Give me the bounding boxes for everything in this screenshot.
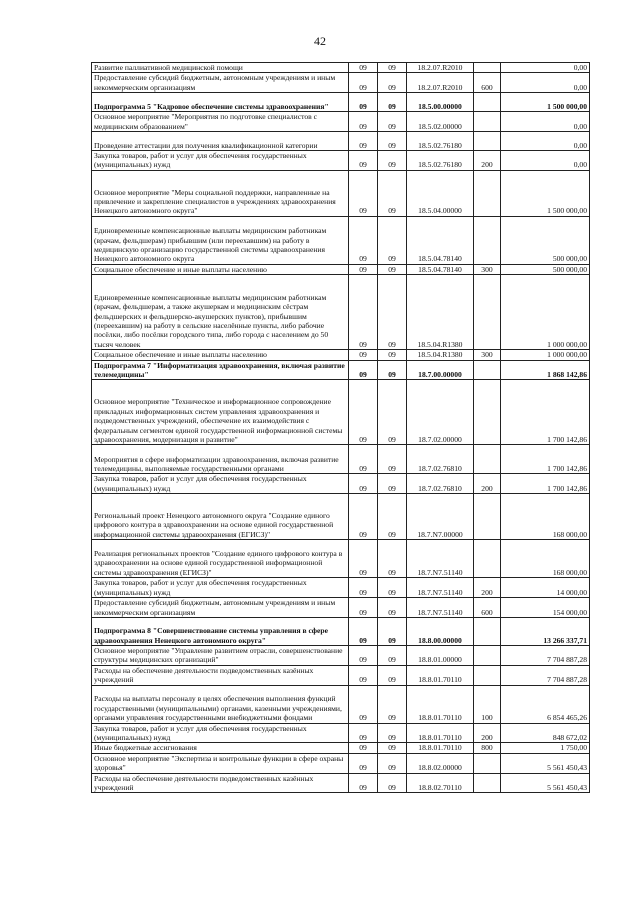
row-subsection: 09: [378, 445, 407, 474]
row-expense-type: [474, 494, 501, 540]
table-row: [92, 494, 590, 540]
row-expense-type: 600: [474, 73, 501, 93]
table-row: [92, 93, 590, 112]
row-section: 09: [349, 773, 378, 793]
row-name: Единовременные компенсационные выплаты медицинским работникам (врачам, фельдшерам) прибывшим (или переехавшим) на работу в медицинскую организацию государственной системы здравоохранения Ненецкого автономного округа: [92, 216, 349, 264]
row-section: 09: [349, 63, 378, 73]
row-expense-type: [474, 753, 501, 773]
row-target-article: 18.5.02.76180: [407, 151, 474, 171]
row-name: Социальное обеспечение и иные выплаты населению: [92, 264, 349, 274]
row-name: Закупка товаров, работ и услуг для обеспечения государственных (муниципальных) нужд: [92, 578, 349, 598]
row-target-article: 18.8.01.70110: [407, 723, 474, 743]
row-expense-type: [474, 540, 501, 578]
table-row: [92, 773, 590, 793]
row-amount: 0,00: [501, 151, 590, 171]
row-name: Реализация региональных проектов "Создание единого цифрового контура в здравоохранении на основе единой государственной информационной системы здравоохранения (ЕГИСЗ)": [92, 540, 349, 578]
row-name: Предоставление субсидий бюджетным, автономным учреждениям и иным некоммерческим организациям: [92, 598, 349, 618]
row-target-article: 18.5.02.76180: [407, 132, 474, 151]
row-expense-type: [474, 216, 501, 264]
row-section: 09: [349, 474, 378, 494]
row-section: 09: [349, 645, 378, 665]
row-subsection: 09: [378, 216, 407, 264]
row-name: Социальное обеспечение и иные выплаты населению: [92, 350, 349, 360]
row-name: Предоставление субсидий бюджетным, автономным учреждениям и иным некоммерческим организациям: [92, 73, 349, 93]
row-section: 09: [349, 445, 378, 474]
row-amount: 5 561 450,43: [501, 773, 590, 793]
table-row: [92, 360, 590, 380]
row-expense-type: 800: [474, 743, 501, 753]
row-subsection: 09: [378, 685, 407, 723]
row-name: Основное мероприятие "Меры социальной поддержки, направленные на привлечение и закрепление специалистов в учреждениях здравоохранения Ненецкого автономного округа": [92, 170, 349, 216]
row-target-article: 18.8.01.00000: [407, 645, 474, 665]
table-row: [92, 63, 590, 73]
row-name: Проведение аттестации для получения квалификационной категории: [92, 132, 349, 151]
row-name: Расходы на обеспечение деятельности подведомственных казённых учреждений: [92, 665, 349, 685]
table-row: [92, 645, 590, 665]
row-amount: 7 704 887,28: [501, 665, 590, 685]
row-section: 09: [349, 753, 378, 773]
row-name: Единовременные компенсационные выплаты медицинским работникам (врачам, фельдшерам, а также акушеркам и медицинским сёстрам фельдшерских и фельдшерско-акушерских пунктов), прибывшим (переехавшим) на работу в сельские населённые пункты, либо рабочие посёлки, либо посёлки городского типа, либо города с населением до 50 тысяч человек: [92, 275, 349, 350]
row-amount: 5 561 450,43: [501, 753, 590, 773]
row-expense-type: [474, 360, 501, 380]
budget-table: [91, 62, 590, 793]
row-expense-type: [474, 773, 501, 793]
row-amount: 1 868 142,86: [501, 360, 590, 380]
row-section: 09: [349, 617, 378, 645]
row-section: 09: [349, 578, 378, 598]
row-amount: 848 672,02: [501, 723, 590, 743]
row-section: 09: [349, 723, 378, 743]
row-section: 09: [349, 170, 378, 216]
table-row: [92, 445, 590, 474]
row-amount: 14 000,00: [501, 578, 590, 598]
row-amount: 0,00: [501, 73, 590, 93]
row-name: Мероприятия в сфере информатизации здравоохранения, включая развитие телемедицины, выполняемые государственными органами: [92, 445, 349, 474]
page-number: 42: [314, 34, 326, 48]
budget-table-body: [92, 63, 590, 793]
row-expense-type: [474, 93, 501, 112]
row-expense-type: [474, 132, 501, 151]
row-subsection: 09: [378, 578, 407, 598]
row-name: Иные бюджетные ассигнования: [92, 743, 349, 753]
row-amount: 6 854 465,26: [501, 685, 590, 723]
row-target-article: 18.5.04.78140: [407, 216, 474, 264]
row-expense-type: 200: [474, 474, 501, 494]
table-row: [92, 170, 590, 216]
row-subsection: 09: [378, 753, 407, 773]
row-amount: 1 700 142,86: [501, 474, 590, 494]
row-amount: 7 704 887,28: [501, 645, 590, 665]
row-section: 09: [349, 112, 378, 132]
row-expense-type: 100: [474, 685, 501, 723]
row-name: Подпрограмма 7 "Информатизация здравоохранения, включая развитие телемедицины": [92, 360, 349, 380]
row-target-article: 18.7.00.00000: [407, 360, 474, 380]
row-expense-type: [474, 445, 501, 474]
row-section: 09: [349, 132, 378, 151]
row-amount: 0,00: [501, 112, 590, 132]
row-target-article: 18.2.07.R2010: [407, 63, 474, 73]
row-section: 09: [349, 540, 378, 578]
row-expense-type: 300: [474, 264, 501, 274]
row-subsection: 09: [378, 350, 407, 360]
row-amount: 1 500 000,00: [501, 170, 590, 216]
row-subsection: 09: [378, 275, 407, 350]
row-amount: 154 000,00: [501, 598, 590, 618]
table-row: [92, 474, 590, 494]
row-expense-type: 200: [474, 723, 501, 743]
row-section: 09: [349, 685, 378, 723]
row-expense-type: 300: [474, 350, 501, 360]
row-subsection: 09: [378, 540, 407, 578]
table-row: [92, 723, 590, 743]
row-subsection: 09: [378, 773, 407, 793]
row-section: 09: [349, 151, 378, 171]
row-name: Расходы на выплаты персоналу в целях обеспечения выполнения функций государственными (муниципальными) органами, казенными учреждениями, органами управления государственными внебюджетными фондами: [92, 685, 349, 723]
row-section: 09: [349, 275, 378, 350]
row-amount: 1 500 000,00: [501, 93, 590, 112]
row-name: Закупка товаров, работ и услуг для обеспечения государственных (муниципальных) нужд: [92, 474, 349, 494]
table-row: [92, 540, 590, 578]
table-row: [92, 598, 590, 618]
table-row: [92, 753, 590, 773]
row-target-article: 18.7.02.00000: [407, 380, 474, 445]
row-target-article: 18.5.04.78140: [407, 264, 474, 274]
row-name: Основное мероприятие "Техническое и информационное сопровождение прикладных информационных систем управления здравоохранения и подведомственных учреждений, обеспечение их взаимодействия с федеральным сегментом единой государственной информационной системы здравоохранения, модернизация и развитие": [92, 380, 349, 445]
row-target-article: 18.8.00.00000: [407, 617, 474, 645]
row-target-article: 18.2.07.R2010: [407, 73, 474, 93]
table-row: [92, 275, 590, 350]
row-target-article: 18.5.04.R1380: [407, 275, 474, 350]
row-expense-type: [474, 112, 501, 132]
row-subsection: 09: [378, 743, 407, 753]
table-row: [92, 264, 590, 274]
row-subsection: 09: [378, 380, 407, 445]
row-name: Закупка товаров, работ и услуг для обеспечения государственных (муниципальных) нужд: [92, 151, 349, 171]
row-section: 09: [349, 598, 378, 618]
row-subsection: 09: [378, 73, 407, 93]
row-target-article: 18.5.00.00000: [407, 93, 474, 112]
table-row: [92, 380, 590, 445]
row-expense-type: 600: [474, 598, 501, 618]
row-name: Развитие паллиативной медицинской помощи: [92, 63, 349, 73]
row-expense-type: [474, 645, 501, 665]
row-target-article: 18.7.N7.00000: [407, 494, 474, 540]
row-expense-type: [474, 170, 501, 216]
row-amount: 500 000,00: [501, 216, 590, 264]
row-section: 09: [349, 380, 378, 445]
table-row: [92, 578, 590, 598]
row-expense-type: [474, 275, 501, 350]
row-target-article: 18.7.N7.51140: [407, 540, 474, 578]
row-target-article: 18.7.02.76810: [407, 445, 474, 474]
row-subsection: 09: [378, 723, 407, 743]
row-target-article: 18.8.01.70110: [407, 685, 474, 723]
row-subsection: 09: [378, 132, 407, 151]
row-expense-type: [474, 380, 501, 445]
row-section: 09: [349, 665, 378, 685]
row-target-article: 18.7.N7.51140: [407, 598, 474, 618]
row-amount: 1 700 142,86: [501, 380, 590, 445]
row-section: 09: [349, 216, 378, 264]
row-amount: 0,00: [501, 63, 590, 73]
table-row: [92, 617, 590, 645]
row-expense-type: 200: [474, 151, 501, 171]
row-target-article: 18.8.01.70110: [407, 665, 474, 685]
row-amount: 1 000 000,00: [501, 350, 590, 360]
table-row: [92, 743, 590, 753]
row-section: 09: [349, 93, 378, 112]
row-target-article: 18.7.02.76810: [407, 474, 474, 494]
row-amount: 1 000 000,00: [501, 275, 590, 350]
row-target-article: 18.5.02.00000: [407, 112, 474, 132]
row-expense-type: [474, 617, 501, 645]
row-name: Основное мероприятие "Управление развитием отрасли, совершенствование структуры медицинских организаций": [92, 645, 349, 665]
table-row: [92, 216, 590, 264]
row-target-article: 18.8.02.00000: [407, 753, 474, 773]
row-expense-type: [474, 63, 501, 73]
row-subsection: 09: [378, 170, 407, 216]
row-subsection: 09: [378, 474, 407, 494]
table-row: [92, 132, 590, 151]
row-subsection: 09: [378, 264, 407, 274]
row-amount: 1 700 142,86: [501, 445, 590, 474]
table-row: [92, 73, 590, 93]
row-subsection: 09: [378, 494, 407, 540]
row-name: Основное мероприятие "Экспертиза и контрольные функции в сфере охраны здоровья": [92, 753, 349, 773]
row-target-article: 18.5.04.R1380: [407, 350, 474, 360]
row-expense-type: 200: [474, 578, 501, 598]
row-amount: 168 000,00: [501, 494, 590, 540]
table-row: [92, 665, 590, 685]
row-amount: 168 000,00: [501, 540, 590, 578]
row-name: Расходы на обеспечение деятельности подведомственных казённых учреждений: [92, 773, 349, 793]
row-subsection: 09: [378, 93, 407, 112]
row-target-article: 18.5.04.00000: [407, 170, 474, 216]
row-name: Региональный проект Ненецкого автономного округа "Создание единого цифрового контура в здравоохранении на основе единой государственной информационной системы здравоохранения (ЕГИСЗ)": [92, 494, 349, 540]
row-section: 09: [349, 73, 378, 93]
row-section: 09: [349, 360, 378, 380]
row-subsection: 09: [378, 598, 407, 618]
row-name: Подпрограмма 5 "Кадровое обеспечение системы здравоохранения": [92, 93, 349, 112]
row-target-article: 18.8.02.70110: [407, 773, 474, 793]
row-section: 09: [349, 743, 378, 753]
row-section: 09: [349, 494, 378, 540]
row-amount: 500 000,00: [501, 264, 590, 274]
row-subsection: 09: [378, 617, 407, 645]
row-section: 09: [349, 350, 378, 360]
table-row: [92, 112, 590, 132]
row-subsection: 09: [378, 112, 407, 132]
row-amount: 0,00: [501, 132, 590, 151]
table-row: [92, 350, 590, 360]
row-subsection: 09: [378, 63, 407, 73]
row-subsection: 09: [378, 360, 407, 380]
row-amount: 13 266 337,71: [501, 617, 590, 645]
table-row: [92, 151, 590, 171]
row-name: Основное мероприятие "Мероприятия по подготовке специалистов с медицинским образованием": [92, 112, 349, 132]
row-target-article: 18.7.N7.51140: [407, 578, 474, 598]
row-subsection: 09: [378, 665, 407, 685]
row-expense-type: [474, 665, 501, 685]
row-subsection: 09: [378, 151, 407, 171]
row-section: 09: [349, 264, 378, 274]
table-row: [92, 685, 590, 723]
row-name: Подпрограмма 8 "Совершенствование системы управления в сфере здравоохранения Ненецкого автономного округа": [92, 617, 349, 645]
row-target-article: 18.8.01.70110: [407, 743, 474, 753]
row-amount: 1 750,00: [501, 743, 590, 753]
row-name: Закупка товаров, работ и услуг для обеспечения государственных (муниципальных) нужд: [92, 723, 349, 743]
row-subsection: 09: [378, 645, 407, 665]
